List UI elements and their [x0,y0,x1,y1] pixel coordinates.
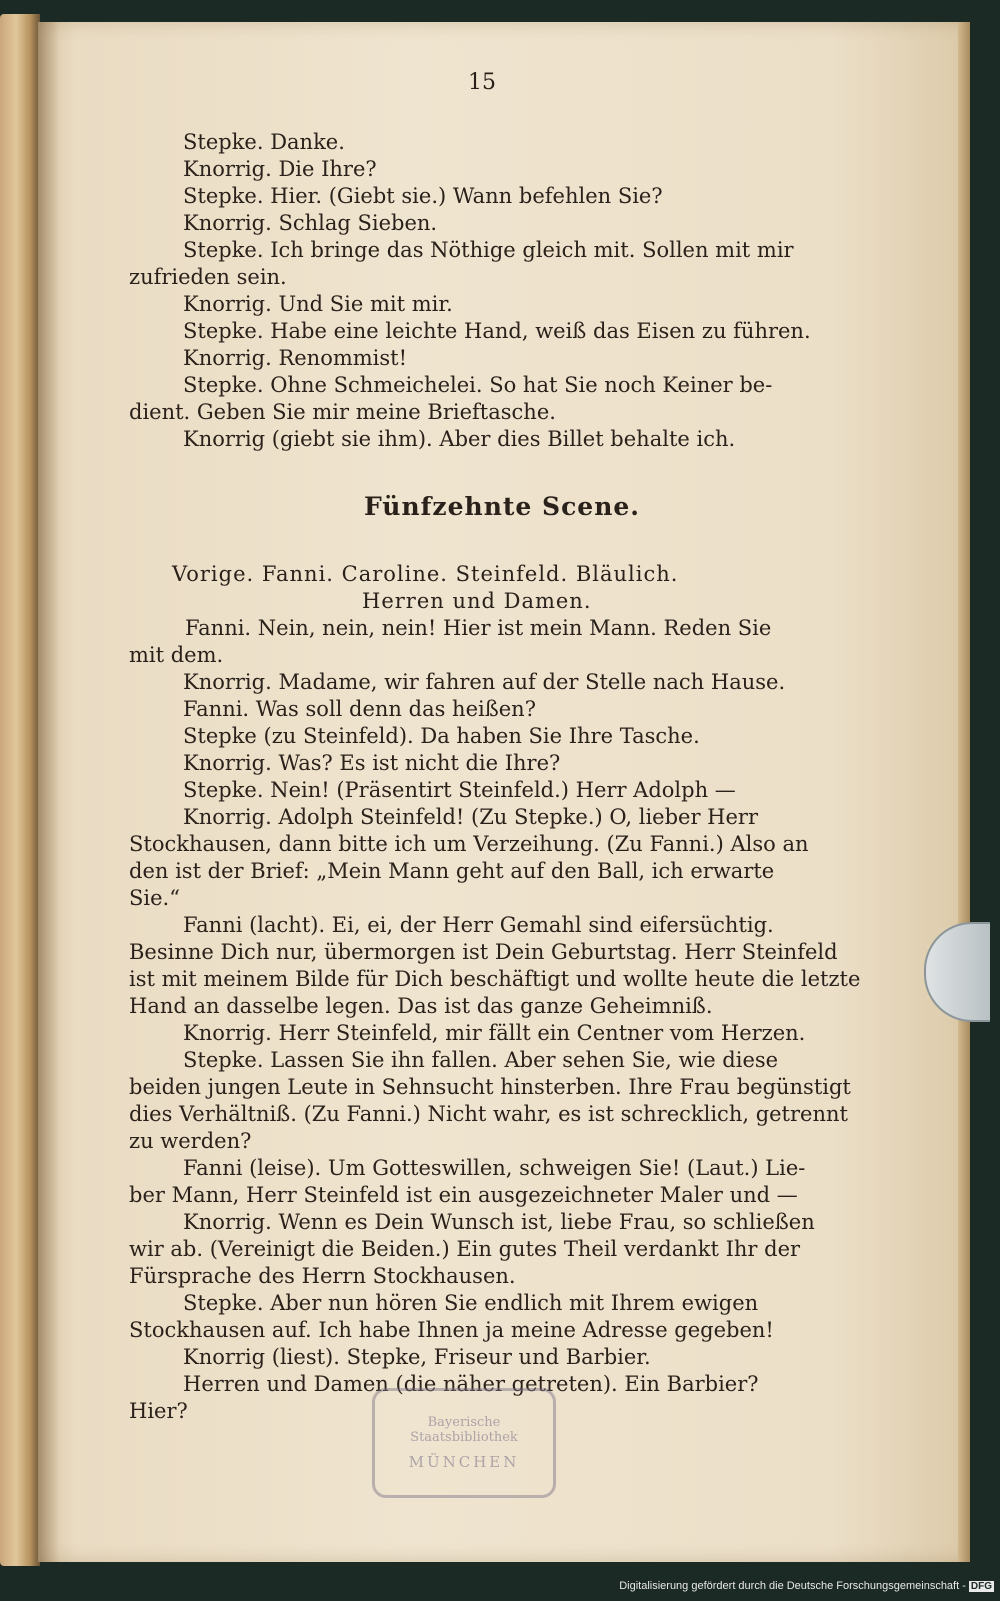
text-line: Fürsprache des Herrn Stockhausen. [129,1264,516,1288]
text-line: Stepke. Aber nun hören Sie endlich mit Ihrem ewigen [183,1291,759,1315]
text-line: Stepke. Hier. (Giebt sie.) Wann befehlen Sie? [183,184,663,208]
text-line: ist mit meinem Bilde für Dich beschäftigt und wollte heute die letzte [129,967,861,991]
text-line: Hand an dasselbe legen. Das ist das ganze Geheimniß. [129,994,713,1018]
text-line: Fanni (lacht). Ei, ei, der Herr Gemahl sind eifersüchtig. [183,913,774,937]
text-line: Fanni. Was soll denn das heißen? [183,697,536,721]
text-line: dient. Geben Sie mir meine Brieftasche. [129,400,556,424]
text-line: beiden jungen Leute in Sehnsucht hinsterben. Ihre Frau begünstigt [129,1075,851,1099]
text-line: Knorrig (giebt sie ihm). Aber dies Billet behalte ich. [183,427,736,451]
cast-list: Herren und Damen. [362,589,592,613]
text-line: Stockhausen auf. Ich habe Ihnen ja meine Adresse gegeben! [129,1318,774,1342]
page-number: 15 [468,70,496,95]
text-line: zufrieden sein. [129,265,287,289]
text-line: Stepke. Danke. [183,130,345,154]
text-line: Besinne Dich nur, übermorgen ist Dein Geburtstag. Herr Steinfeld [129,940,838,964]
text-line: Stepke. Ohne Schmeichelei. So hat Sie noch Keiner be- [183,373,773,397]
text-line: Knorrig. Herr Steinfeld, mir fällt ein Centner vom Herzen. [183,1021,806,1045]
page-edge [958,22,970,1562]
text-line: Sie.“ [129,886,180,910]
stamp-line: MÜNCHEN [408,1453,520,1471]
text-line: Knorrig. Die Ihre? [183,157,377,181]
text-line: Stepke. Lassen Sie ihn fallen. Aber sehen Sie, wie diese [183,1048,779,1072]
spine-shadow [38,22,60,1562]
text-line: Knorrig. Was? Es ist nicht die Ihre? [183,751,561,775]
text-line: ber Mann, Herr Steinfeld ist ein ausgezeichneter Maler und — [129,1183,798,1207]
text-line: Hier? [129,1399,188,1423]
text-line: Stepke. Habe eine leichte Hand, weiß das Eisen zu führen. [183,319,811,343]
text-line: Herren und Damen (die näher getreten). Ein Barbier? [183,1372,759,1396]
text-line: Knorrig. Madame, wir fahren auf der Stelle nach Hause. [183,670,786,694]
book-edge [0,14,40,1566]
scene-heading: Fünfzehnte Scene. [364,492,640,521]
text-line: Knorrig. Renommist! [183,346,408,370]
text-line: Fanni (leise). Um Gotteswillen, schweigen Sie! (Laut.) Lie- [183,1156,806,1180]
text-line: den ist der Brief: „Mein Mann geht auf den Ball, ich erwarte [129,859,775,883]
text-line: Knorrig. Und Sie mit mir. [183,292,453,316]
text-line: Knorrig. Wenn es Dein Wunsch ist, liebe Frau, so schließen [183,1210,815,1234]
text-line: Stepke. Ich bringe das Nöthige gleich mit. Sollen mit mir [183,238,794,262]
dfg-logo: DFG [970,1581,992,1592]
text-line: Knorrig (liest). Stepke, Friseur und Barbier. [183,1345,651,1369]
text-line: Stepke (zu Steinfeld). Da haben Sie Ihre Tasche. [183,724,700,748]
stamp-line: Bayerische Staatsbibliothek [410,1415,518,1445]
footer-text: Digitalisierung gefördert durch die Deutsche Forschungsgemeinschaft - [619,1580,966,1592]
text-line: Stepke. Nein! (Präsentirt Steinfeld.) Herr Adolph — [183,778,736,802]
text-line: zu werden? [129,1129,252,1153]
text-line: Stockhausen, dann bitte ich um Verzeihung. (Zu Fanni.) Also an [129,832,809,856]
text-line: mit dem. [129,643,224,667]
footer-credit [0,1580,994,1592]
text-line: Fanni. Nein, nein, nein! Hier ist mein Mann. Reden Sie [185,616,772,640]
text-line: dies Verhältniß. (Zu Fanni.) Nicht wahr, es ist schrecklich, getrennt [129,1102,848,1126]
library-stamp [372,1388,556,1498]
text-line: wir ab. (Vereinigt die Beiden.) Ein gutes Theil verdankt Ihr der [129,1237,801,1261]
text-line: Knorrig. Adolph Steinfeld! (Zu Stepke.) O, lieber Herr [183,805,758,829]
cast-list: Vorige. Fanni. Caroline. Steinfeld. Bläulich. [172,562,679,586]
text-line: Knorrig. Schlag Sieben. [183,211,438,235]
